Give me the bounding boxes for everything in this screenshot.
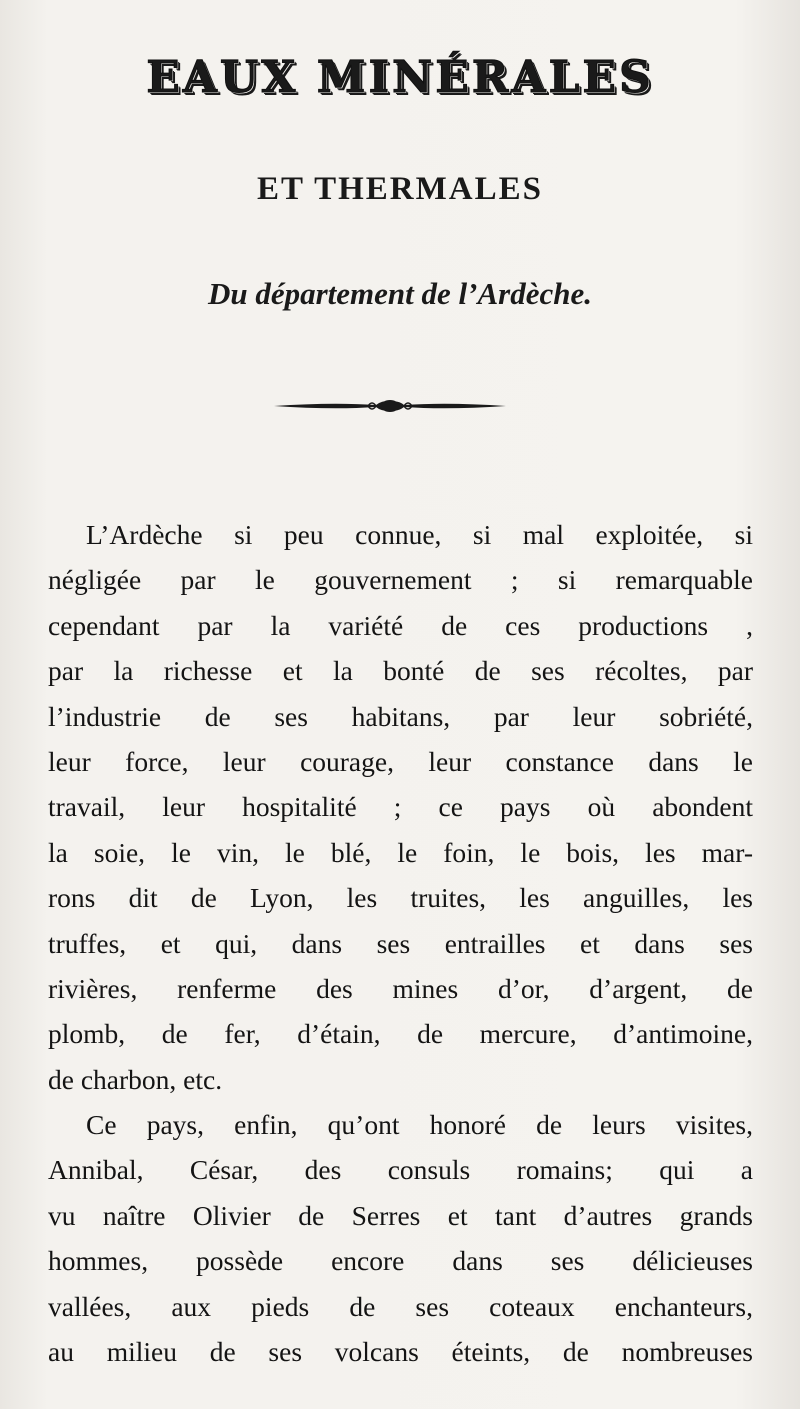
text-line: la soie, le vin, le blé, le foin, le bois, les mar-: [48, 836, 753, 868]
text-line: rivières, renferme des mines d’or, d’argent, de: [48, 972, 753, 1004]
text-line: Annibal, César, des consuls romains; qui a: [48, 1154, 753, 1186]
body-text: [48, 512, 753, 1374]
paragraph-1: [48, 512, 753, 1102]
text-line: hommes, possède encore dans ses délicieuses: [48, 1245, 753, 1277]
text-line: de charbon, etc.: [48, 1063, 223, 1095]
text-line: truffes, et qui, dans ses entrailles et dans ses: [48, 927, 753, 959]
text-line: l’industrie de ses habitans, par leur sobriété,: [48, 700, 753, 732]
text-line: leur force, leur courage, leur constance dans le: [48, 745, 753, 777]
page-subtitle: ET THERMALES: [257, 171, 543, 207]
text-line: L’Ardèche si peu connue, si mal exploitée, si: [86, 519, 753, 550]
text-line: cependant par la variété de ces productions ,: [48, 609, 753, 641]
page-title: EAUX MINÉRALES: [146, 52, 654, 103]
text-line: rons dit de Lyon, les truites, les anguilles, les: [48, 882, 753, 914]
scroll-rule-ornament-icon: [272, 396, 508, 416]
department-heading: Du département de l’Ardèche.: [207, 276, 592, 311]
text-line: plomb, de fer, d’étain, de mercure, d’antimoine,: [48, 1018, 753, 1050]
text-line: par la richesse et la bonté de ses récoltes, par: [48, 655, 753, 687]
text-line: travail, leur hospitalité ; ce pays où abondent: [48, 791, 753, 823]
text-line: Ce pays, enfin, qu’ont honoré de leurs visites,: [86, 1109, 753, 1141]
paragraph-2: [48, 1102, 753, 1374]
text-line: négligée par le gouvernement ; si remarquable: [48, 564, 753, 596]
text-line: vu naître Olivier de Serres et tant d’autres grands: [48, 1199, 753, 1231]
text-line: vallées, aux pieds de ses coteaux enchanteurs,: [48, 1290, 753, 1322]
text-line: au milieu de ses volcans éteints, de nombreuses: [48, 1336, 753, 1368]
